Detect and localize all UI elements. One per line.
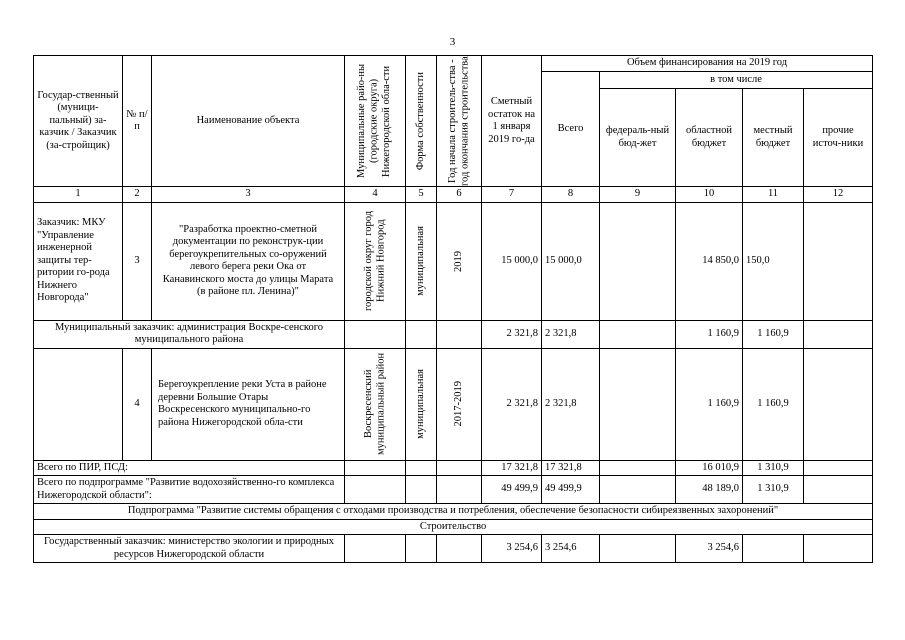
table-row <box>34 320 873 348</box>
table-row <box>34 460 873 476</box>
header-total: Всего <box>542 71 600 187</box>
col-number: 11 <box>743 187 804 203</box>
row-label: Всего по ПИР, ПСД: <box>34 460 345 476</box>
col-number: 3 <box>152 187 345 203</box>
header-regional: областной бюджет <box>676 89 743 187</box>
row-years-cell <box>437 202 482 320</box>
table-row <box>34 535 873 563</box>
header-object-name: Наименование объекта <box>152 56 345 187</box>
header-including: в том числе <box>600 71 873 89</box>
table-row <box>34 476 873 504</box>
row-customer: Заказчик: МКУ "Управление инженерной защиты тер-ритории го-рода Нижнего Новгорода" <box>34 202 123 320</box>
table-row <box>34 348 873 460</box>
col-number: 2 <box>123 187 152 203</box>
financing-table <box>33 55 873 563</box>
row-remainder: 17 321,8 <box>482 460 542 476</box>
col-number: 5 <box>406 187 437 203</box>
row-local: 1 310,9 <box>743 476 804 504</box>
col-number: 4 <box>345 187 406 203</box>
col-number: 10 <box>676 187 743 203</box>
row-remainder: 49 499,9 <box>482 476 542 504</box>
row-district: Воскресенский муниципальный район <box>362 352 386 456</box>
row-other <box>804 202 873 320</box>
row-remainder: 2 321,8 <box>482 320 542 348</box>
row-label: Всего по подпрограмме "Развитие водохозяйственно-го комплекса Нижегородской области": <box>34 476 345 504</box>
row-district-cell <box>345 348 406 460</box>
row-ownership: муниципальная <box>414 226 426 296</box>
header-customer: Государ-ственный (муници-пальный) за-казчик / Заказчик (за-стройщик) <box>34 56 123 187</box>
row-ownership-cell <box>406 202 437 320</box>
row-local: 1 160,9 <box>743 320 804 348</box>
row-years: 2019 <box>452 250 464 272</box>
row-remainder: 15 000,0 <box>482 202 542 320</box>
row-object-name: "Разработка проектно-сметной документации по реконструк-ции берегоукрепительных со-оружений левого берега реки Ока от Канавинского моста до улицы Марата (в районе пл. Ленина)" <box>152 202 345 320</box>
col-number: 1 <box>34 187 123 203</box>
row-regional: 16 010,9 <box>676 460 743 476</box>
row-district: городской округ город Нижний Новгород <box>362 210 386 312</box>
row-regional: 1 160,9 <box>676 348 743 460</box>
section-row <box>34 519 873 535</box>
row-regional: 48 189,0 <box>676 476 743 504</box>
row-years-cell <box>437 348 482 460</box>
header-districts-cell <box>345 56 406 187</box>
header-funding-title: Объем финансирования на 2019 год <box>542 56 873 72</box>
row-remainder: 3 254,6 <box>482 535 542 563</box>
row-remainder: 2 321,8 <box>482 348 542 460</box>
row-years: 2017-2019 <box>452 381 464 427</box>
header-years-cell <box>437 56 482 187</box>
row-local: 150,0 <box>743 202 804 320</box>
subprogram-title: Подпрограмма "Развитие системы обращения с отходами производства и потребления, обеспечение безопасности сибиреязвенных захоронений" <box>34 504 873 520</box>
row-label: Государственный заказчик: министерство экологии и природных ресурсов Нижегородской области <box>34 535 345 563</box>
table-row <box>34 202 873 320</box>
row-total: 2 321,8 <box>542 348 600 460</box>
row-total: 2 321,8 <box>542 320 600 348</box>
row-total: 15 000,0 <box>542 202 600 320</box>
header-row-1 <box>34 56 873 72</box>
row-object-name: Берегоукрепление реки Уста в районе деревни Большие Отары Воскресенского муниципально-го района Нижегородской обла-сти <box>152 348 345 460</box>
row-num: 4 <box>123 348 152 460</box>
col-number: 9 <box>600 187 676 203</box>
header-districts: Муниципальные райо-ны (городские округа) Нижегородской обла-сти <box>356 63 393 179</box>
header-remainder: Сметный остаток на 1 января 2019 го-да <box>482 56 542 187</box>
header-num: № п/п <box>123 56 152 187</box>
row-federal <box>600 202 676 320</box>
col-number: 8 <box>542 187 600 203</box>
row-num: 3 <box>123 202 152 320</box>
section-title: Строительство <box>34 519 873 535</box>
row-local: 1 160,9 <box>743 348 804 460</box>
row-regional: 1 160,9 <box>676 320 743 348</box>
header-other: прочие источ-ники <box>804 89 873 187</box>
row-total: 3 254,6 <box>542 535 600 563</box>
page-number: 3 <box>449 36 456 48</box>
row-total: 17 321,8 <box>542 460 600 476</box>
col-number: 12 <box>804 187 873 203</box>
row-ownership-cell <box>406 348 437 460</box>
row-regional: 3 254,6 <box>676 535 743 563</box>
col-number: 7 <box>482 187 542 203</box>
row-local: 1 310,9 <box>743 460 804 476</box>
row-total: 49 499,9 <box>542 476 600 504</box>
col-number: 6 <box>437 187 482 203</box>
row-label: Муниципальный заказчик: администрация Воскре-сенского муниципального района <box>34 320 345 348</box>
row-regional: 14 850,0 <box>676 202 743 320</box>
header-years: Год начала строитель-ства - год окончания строительства <box>446 56 470 186</box>
section-row <box>34 504 873 520</box>
header-federal: федераль-ный бюд-жет <box>600 89 676 187</box>
column-numbers-row <box>34 187 873 203</box>
row-district-cell <box>345 202 406 320</box>
header-ownership: Форма собственности <box>414 71 426 171</box>
header-local: местный бюджет <box>743 89 804 187</box>
row-ownership: муниципальная <box>414 369 426 439</box>
header-ownership-cell <box>406 56 437 187</box>
